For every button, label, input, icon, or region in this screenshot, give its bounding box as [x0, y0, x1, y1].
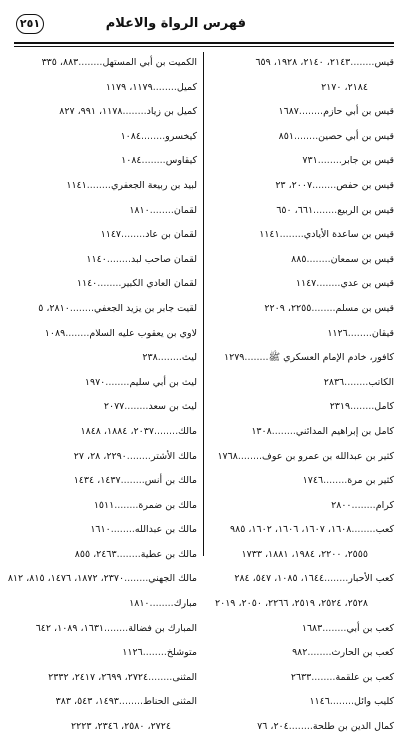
index-entry [211, 224, 394, 249]
entry-references: ١٣٠٨ [251, 425, 272, 437]
leader-dots: ........ [279, 229, 304, 241]
entry-term: متوشلخ [166, 647, 197, 659]
leader-dots: ........ [316, 278, 341, 290]
entry-term: لقمان بن عاد [145, 229, 197, 241]
index-entry [14, 273, 197, 298]
entry-term: الكاتب [368, 376, 394, 388]
entry-term: كثير بن عبدالله بن عمرو بن عوف [262, 450, 394, 462]
index-entry [14, 323, 197, 348]
entry-references: ١١٤١ [259, 229, 280, 241]
entry-term: مالك بن عطية [140, 548, 197, 560]
entry-term: ليث [181, 352, 197, 364]
entry-term: لقيت جابر بن يزيد الجعفي [94, 302, 197, 314]
entry-references: ١٦٤٤، ١٠٨٥، ٥٤٧، ٢٨٤ [234, 573, 325, 585]
leader-dots: ........ [288, 721, 313, 733]
entry-term: لبيد بن ربيعة الجعفري [110, 179, 197, 191]
entry-references: ١٨١٠ [129, 204, 150, 216]
entry-term: قيس بن مسلم [335, 302, 394, 314]
entry-term: كعب بن الحارث [331, 647, 394, 659]
leader-dots: ........ [344, 376, 369, 388]
index-entry [211, 691, 394, 716]
leader-dots: ........ [152, 81, 177, 93]
entry-references: ٢٠٣٧، ١٨٨٤، ١٨٤٨ [80, 425, 154, 437]
entry-term: لقمان صاحب لبد [130, 253, 197, 265]
entry-references: ٢٠٧٧ [103, 401, 125, 413]
entry-references: ١١٧٨، ٩٩١، ٨٢٧ [59, 106, 123, 118]
index-entry [14, 519, 197, 544]
index-entry [211, 568, 394, 593]
entry-references: ١٨١٠ [129, 598, 150, 610]
leader-dots: ........ [324, 573, 349, 585]
leader-dots: ........ [317, 155, 342, 167]
leader-dots: ........ [97, 278, 122, 290]
entry-references: ١٥١١ [93, 499, 115, 511]
leader-dots: ........ [142, 647, 167, 659]
entry-references: ٢٣٧٠، ١٨٧٢، ١٤٧٦، ٨١٥، ٨١٢ [7, 573, 125, 585]
entry-references: ١٤٩٣، ٥٤٣، ٣٨٣ [55, 696, 119, 708]
index-entry [14, 298, 197, 323]
entry-term: المثنى [172, 671, 197, 683]
index-entry [211, 593, 394, 618]
entry-references: ١٦١٠ [90, 524, 111, 536]
entry-references: ٢٧٢٤، ٢٥٨٠، ٢٣٤٦، ٢٢٢٣ [71, 721, 171, 733]
entry-term: مالك بن أنس [144, 475, 197, 487]
entry-references: ٢٥٢٨، ٢٥٢٤، ٢٥١٩، ٢٢٦٦، ٢٠٥٠، ٢٠١٩ [215, 598, 368, 610]
entry-references: ١٦٨٧ [278, 106, 299, 118]
page-title: فهرس الرواة والاعلام [105, 16, 246, 31]
index-entry [211, 77, 394, 102]
entry-references: ١١٤٠ [76, 278, 98, 290]
entry-term: مالك بن ضمرة [138, 499, 197, 511]
entry-term: قيس بن سمعان [330, 253, 394, 265]
index-entry [211, 667, 394, 692]
header-rule [14, 42, 394, 44]
leader-dots: ........ [351, 524, 376, 536]
entry-references: ٢٣٨ [142, 352, 158, 364]
index-entry [14, 593, 197, 618]
entry-references: ٢٤٦٣، ٨٥٥ [74, 548, 117, 560]
index-entry [211, 150, 394, 175]
index-entry [14, 618, 197, 643]
entry-references: ٢٢٥٥، ٢٢٠٩ [264, 302, 312, 314]
index-entry [14, 224, 197, 249]
index-entry [211, 618, 394, 643]
leader-dots: ........ [329, 696, 355, 708]
entry-term: مالك [178, 425, 197, 437]
index-entry [14, 446, 197, 471]
leader-dots: ........ [105, 376, 130, 388]
index-entry [211, 495, 394, 520]
leader-dots: ........ [122, 106, 147, 118]
index-entry [211, 446, 394, 471]
leader-dots: ........ [106, 253, 131, 265]
entry-references: ١١٢٦ [327, 327, 348, 339]
entry-term: كميل بن زياد [146, 106, 197, 118]
entry-references: ٨٨٥ [291, 253, 307, 265]
entry-references: ٢٨١٠، ٥ [38, 302, 70, 314]
entry-term: مبارك [173, 598, 197, 610]
entry-references: ٩٨٢ [292, 647, 308, 659]
leader-dots: ........ [347, 327, 372, 339]
entry-term: قيس بن جابر [341, 155, 394, 167]
leader-dots: ........ [116, 548, 141, 560]
leader-dots: ........ [86, 179, 111, 191]
entry-term: كليب وائل [354, 696, 394, 708]
index-entry [211, 372, 394, 397]
entry-references: ٢٧٢٤، ٢٦٩٩، ٢٤١٧، ٢٣٣٢ [48, 671, 149, 683]
index-entry [14, 347, 197, 372]
entry-references: ٢١٨٤، ٢١٧٠ [321, 81, 368, 93]
entry-references: ٧٣١ [302, 155, 318, 167]
entry-term: مالك الجهني [148, 573, 197, 585]
leader-dots: ........ [271, 425, 296, 437]
index-entry [211, 716, 394, 741]
entry-references: ١١٤٧ [295, 278, 317, 290]
index-entry [211, 101, 394, 126]
index-entry [211, 298, 394, 323]
entry-references: ٢١٤٣، ٢١٤٠، ١٩٢٨، ٦٥٩ [255, 57, 351, 68]
leader-dots: ........ [244, 352, 269, 364]
entry-references: ١١٧٩، ١١٧٩ [105, 81, 153, 93]
index-entry [211, 347, 394, 372]
index-entry [14, 691, 197, 716]
leader-dots: ........ [149, 598, 174, 610]
entry-references: ١٢٧٩ [224, 352, 245, 364]
leader-dots: ........ [237, 450, 263, 462]
leader-dots: ........ [153, 425, 179, 437]
entry-references: ١٦٣١، ١٠٨٩، ٦٤٢ [35, 622, 105, 634]
entry-references: ٢٣١٩ [329, 401, 351, 413]
index-entry [14, 249, 197, 274]
entry-references: ١٠٨٩ [44, 327, 66, 339]
leader-dots: ........ [311, 671, 336, 683]
leader-dots: ........ [298, 106, 324, 118]
entry-references: ٢٨٠٠ [331, 499, 352, 511]
index-entry [211, 544, 394, 569]
index-entry [211, 175, 394, 200]
leader-dots: ........ [306, 253, 331, 265]
leader-dots: ........ [69, 302, 94, 314]
entry-references: ٦٦١، ٦٥٠ [276, 204, 314, 216]
column-divider [203, 52, 204, 556]
entry-references: ١٠٨٤ [121, 155, 142, 167]
leader-dots: ........ [110, 524, 135, 536]
entry-term: ليث بن سعد [148, 401, 197, 413]
entry-references: ١٦٠٨، ١٦٠٧، ١٦٠٦، ١٦٠٢، ٩٨٥ [230, 524, 352, 536]
entry-term: كعب [375, 524, 394, 536]
entry-term: مالك بن عبدالله [134, 524, 197, 536]
entry-references: ١١٤١ [66, 179, 87, 191]
leader-dots: ........ [323, 475, 348, 487]
entry-term: قيس بن الربيع [337, 204, 394, 216]
leader-dots: ........ [124, 573, 149, 585]
leader-dots: ........ [350, 401, 375, 413]
index-entry [211, 470, 394, 495]
leader-dots: ........ [148, 671, 173, 683]
entry-references: ١١٤٦ [309, 696, 330, 708]
entry-references: ٢٥٥٥، ٢٢٠٠، ١٩٨٤، ١٨٨١، ١٧٣٣ [241, 548, 368, 560]
entry-references: ١٧٦٨ [217, 450, 238, 462]
entry-term: لقمان العادي الكبير [121, 278, 197, 290]
entry-term: كرام [375, 499, 394, 511]
entry-term: لاوي بن يعقوب عليه السلام [89, 327, 197, 339]
leader-dots: ........ [312, 179, 337, 191]
entry-references: ١٤٣٧، ١٤٣٤ [73, 475, 121, 487]
entry-term: كعب بن علقمة [335, 671, 394, 683]
header-rule-thin [14, 46, 394, 47]
entry-term: لقمان [173, 204, 197, 216]
index-entry [14, 77, 197, 102]
entry-term: ليث بن أبي سليم [129, 376, 197, 388]
index-entry [211, 519, 394, 544]
entry-term: كامل بن إبراهيم المدائني [295, 425, 394, 437]
index-entry [7, 568, 197, 593]
leader-dots: ........ [149, 204, 174, 216]
leader-dots: ........ [141, 130, 166, 142]
entry-term: المبارك بن فضالة [128, 622, 197, 634]
page-header [14, 12, 394, 42]
leader-dots: ........ [311, 302, 336, 314]
leader-dots: ........ [114, 499, 139, 511]
index-entry [14, 716, 197, 741]
entry-references: ١٠٨٤ [120, 130, 141, 142]
index-entry [14, 101, 197, 126]
entry-references: ١١٢٦ [122, 647, 143, 659]
index-entry [14, 150, 197, 175]
index-entry [211, 273, 394, 298]
index-entry [14, 200, 197, 225]
entry-term: قيقان [371, 327, 394, 339]
index-entry [14, 126, 197, 151]
leader-dots: ........ [141, 155, 166, 167]
leader-dots: ........ [118, 696, 144, 708]
leader-dots: ........ [65, 327, 90, 339]
entry-references: ١٩٧٠ [84, 376, 106, 388]
index-entry [14, 544, 197, 569]
entry-references: ١٦٨٣ [301, 622, 323, 634]
leader-dots: ........ [126, 450, 151, 462]
entry-term: الكميت بن أبي المستهل [102, 57, 197, 68]
entry-references: ٢٠٠٧، ٢٣ [275, 179, 313, 191]
entry-term: كافور، خادم الإمام العسكري ﷺ [268, 352, 394, 364]
entry-references: ١١٤٠ [86, 253, 107, 265]
entry-references: ٨٨٣، ٣٣٥ [41, 57, 79, 68]
entry-references: ٢٠٤، ٧٦ [257, 721, 289, 733]
leader-dots: ........ [307, 647, 332, 659]
index-entry [14, 175, 197, 200]
index-entry [14, 52, 197, 77]
entry-term: كيخسرو [165, 130, 197, 142]
index-entry [14, 396, 197, 421]
index-columns [7, 52, 394, 733]
index-entry [14, 372, 197, 397]
leader-dots: ........ [157, 352, 182, 364]
index-column-left [7, 52, 197, 741]
index-entry [14, 495, 197, 520]
index-entry [14, 421, 197, 446]
entry-references: ١٧٤٦ [302, 475, 324, 487]
entry-term: كامل [374, 401, 394, 413]
page-number: ٢٥١ [16, 14, 44, 34]
entry-references: ٨٥١ [278, 130, 294, 142]
entry-references: ٢٢٩٠، ٢٨، ٢٧ [73, 450, 127, 462]
index-entry [211, 396, 394, 421]
leader-dots: ........ [350, 57, 375, 68]
index-entry [14, 470, 197, 495]
leader-dots: ........ [104, 622, 129, 634]
entry-term: كمال الدين بن طلحة [312, 721, 394, 733]
leader-dots: ........ [120, 475, 145, 487]
index-entry [14, 642, 197, 667]
index-entry [211, 323, 394, 348]
entry-term: المثنى الحناط [143, 696, 197, 708]
index-entry [211, 421, 394, 446]
entry-term: قيس بن حفص [336, 179, 394, 191]
entry-term: قيس بن أبي حصين [318, 130, 394, 142]
leader-dots: ........ [124, 401, 149, 413]
leader-dots: ........ [351, 499, 376, 511]
entry-term: كيقاوس [165, 155, 197, 167]
entry-term: كعب الأحبار [348, 573, 394, 585]
index-column-right [211, 52, 394, 741]
leader-dots: ........ [313, 204, 338, 216]
leader-dots: ........ [293, 130, 319, 142]
index-entry [211, 249, 394, 274]
index-entry [211, 52, 394, 77]
entry-references: ٢٦٣٣ [290, 671, 312, 683]
leader-dots: ........ [121, 229, 146, 241]
index-entry [211, 200, 394, 225]
entry-term: قيس بن أبي حازم [323, 106, 394, 118]
entry-term: مالك الأشتر [150, 450, 197, 462]
entry-term: قيس [374, 57, 394, 68]
leader-dots: ........ [322, 622, 347, 634]
leader-dots: ........ [78, 57, 103, 68]
index-entry [211, 126, 394, 151]
entry-references: ٢٨٣٦ [323, 376, 345, 388]
entry-term: قيس بن ساعدة الأيادي [303, 229, 394, 241]
index-entry [14, 667, 197, 692]
entry-term: كعب بن أبي [346, 622, 394, 634]
index-entry [211, 642, 394, 667]
entry-term: كميل [176, 81, 197, 93]
entry-references: ١١٤٧ [100, 229, 122, 241]
entry-term: كثير بن مرة [347, 475, 394, 487]
entry-term: قيس بن عدي [340, 278, 394, 290]
